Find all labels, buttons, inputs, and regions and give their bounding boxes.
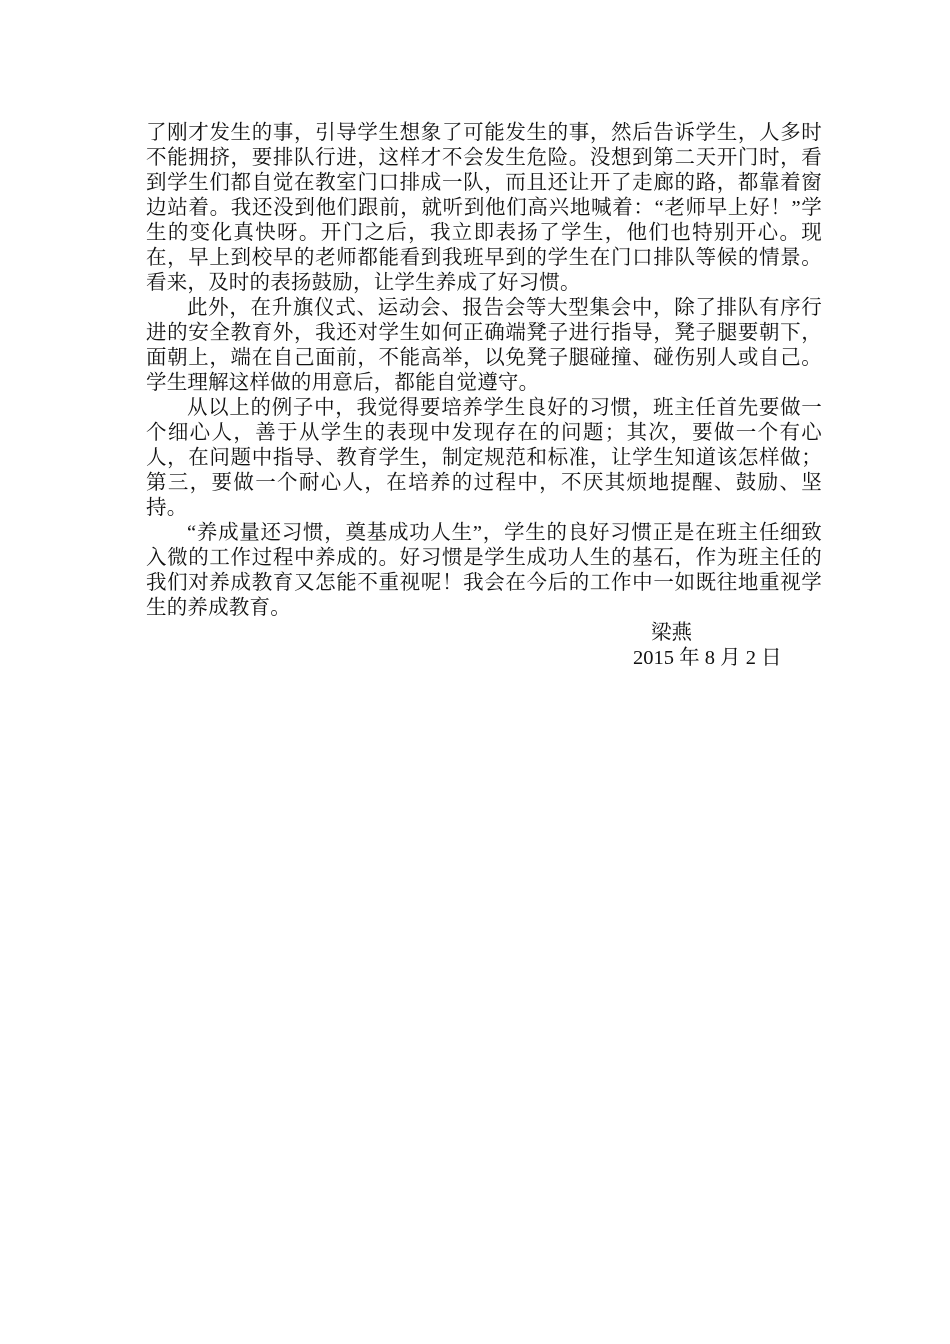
paragraph-conclusion-examples: 从以上的例子中，我觉得要培养学生良好的习惯，班主任首先要做一个细心人，善于从学生的表现中发现存在的问题；其次，要做一个有心人，在问题中指导、教育学生，制定规范和标准，让学生知道该怎样做；第三，要做一个耐心人，在培养的过程中，不厌其烦地提醒、鼓励、坚持。 xyxy=(146,397,822,519)
author-signature: 梁燕 xyxy=(651,622,692,644)
document-date: 2015 年 8 月 2 日 xyxy=(633,647,782,669)
document-body xyxy=(146,121,822,671)
paragraph-closing: “养成量还习惯，奠基成功人生”，学生的良好习惯正是在班主任细致入微的工作过程中养成的。好习惯是学生成功人生的基石，作为班主任的我们对养成教育又怎能不重视呢！我会在今后的工作中一如既往地重视学生的养成教育。 xyxy=(146,522,822,619)
paragraph-continued: 了刚才发生的事，引导学生想象了可能发生的事，然后告诉学生，人多时不能拥挤，要排队行进，这样才不会发生危险。没想到第二天开门时，看到学生们都自觉在教室门口排成一队，而且还让开了走廊的路，都靠着窗边站着。我还没到他们跟前，就听到他们高兴地喊着：“老师早上好！”学生的变化真快呀。开门之后，我立即表扬了学生，他们也特别开心。现在，早上到校早的老师都能看到我班早到的学生在门口排队等候的情景。看来，及时的表扬鼓励，让学生养成了好习惯。 xyxy=(146,122,822,294)
paragraph-assembly-guidance: 此外，在升旗仪式、运动会、报告会等大型集会中，除了排队有序行进的安全教育外，我还对学生如何正确端凳子进行指导，凳子腿要朝下，面朝上，端在自己面前，不能高举，以免凳子腿碰撞、碰伤别人或自己。学生理解这样做的用意后，都能自觉遵守。 xyxy=(146,297,822,394)
